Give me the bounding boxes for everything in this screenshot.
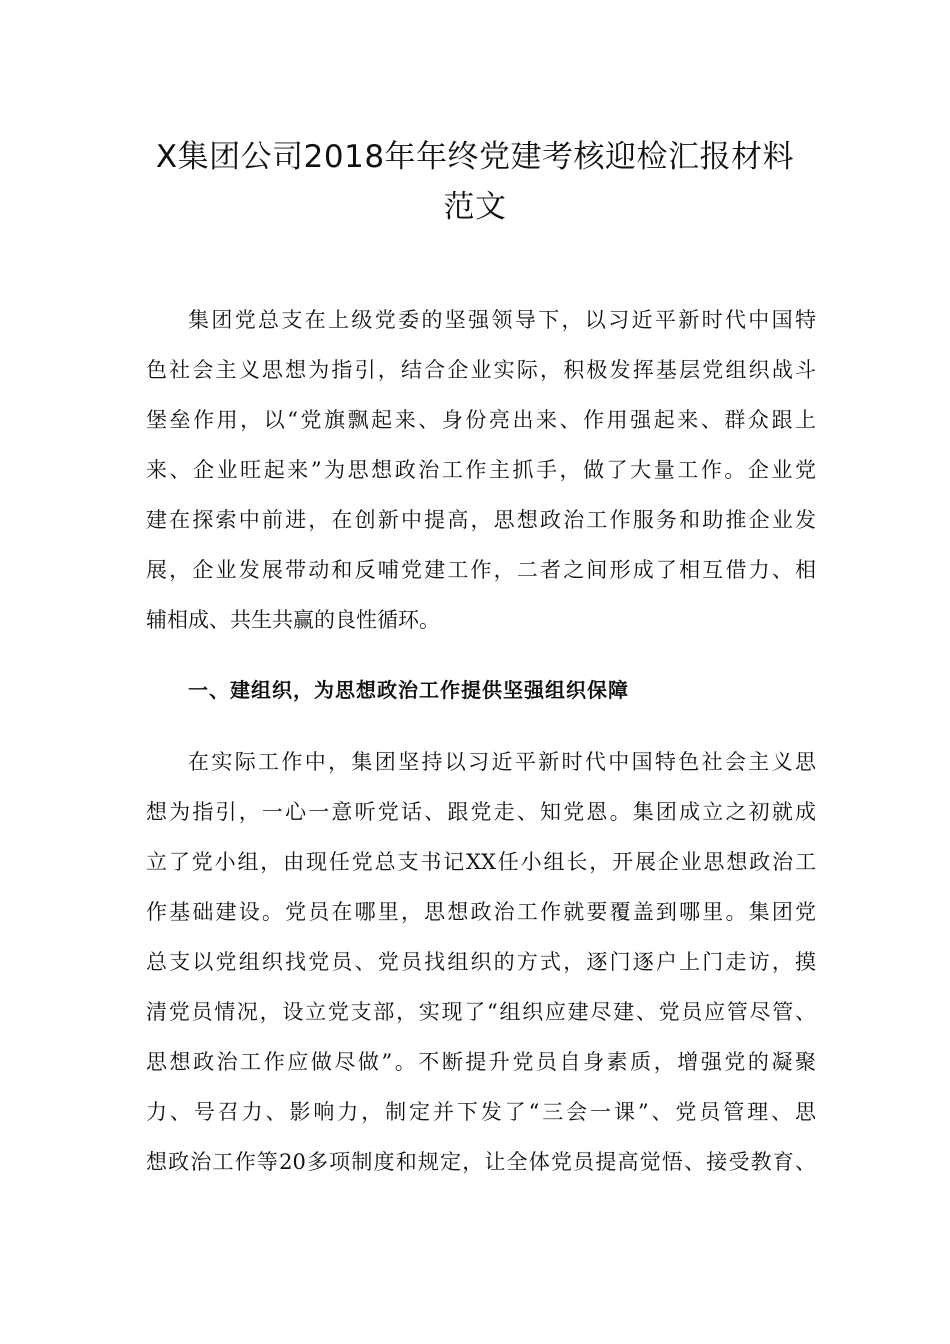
document-title-line-2: 范文 [443,189,507,225]
paragraph-2-line: 作基础建设。党员在哪里，思想政治工作就要覆盖到哪里。集团党 [146,900,816,924]
section-heading-1: 一、建组织，为思想政治工作提供坚强组织保障 [188,678,629,702]
paragraph-2-line: 想政治工作等20多项制度和规定，让全体党员提高觉悟、接受教育、 [146,1150,816,1174]
document-title-line-1: X集团公司2018年年终党建考核迎检汇报材料 [155,139,795,175]
paragraph-1-line: 建在探索中前进，在创新中提高，思想政治工作服务和助推企业发 [146,508,816,532]
paragraph-2-line: 立了党小组，由现任党总支书记XX任小组长，开展企业思想政治工 [146,850,816,874]
paragraph-1-line: 堡垒作用，以“党旗飘起来、身份亮出来、作用强起来、群众跟上 [146,408,816,432]
paragraph-1-line: 辅相成、共生共赢的良性循环。 [146,608,440,632]
paragraph-2-line: 思想政治工作应做尽做”。不断提升党员自身素质，增强党的凝聚 [146,1050,816,1074]
paragraph-2-line: 清党员情况，设立党支部，实现了“组织应建尽建、党员应管尽管、 [146,1000,816,1024]
paragraph-1-line: 色社会主义思想为指引，结合企业实际，积极发挥基层党组织战斗 [146,358,816,382]
paragraph-2-line: 力、号召力、影响力，制定并下发了“三会一课”、党员管理、思 [146,1100,816,1124]
paragraph-1-line: 展，企业发展带动和反哺党建工作，二者之间形成了相互借力、相 [146,558,816,582]
paragraph-2-line: 在实际工作中，集团坚持以习近平新时代中国特色社会主义思 [188,750,816,774]
paragraph-1-line: 来、企业旺起来”为思想政治工作主抓手，做了大量工作。企业党 [146,458,816,482]
paragraph-2-line: 总支以党组织找党员、党员找组织的方式，逐门逐户上门走访，摸 [146,950,816,974]
paragraph-2-line: 想为指引，一心一意听党话、跟党走、知党恩。集团成立之初就成 [146,800,816,824]
paragraph-1-line: 集团党总支在上级党委的坚强领导下，以习近平新时代中国特 [188,308,816,332]
